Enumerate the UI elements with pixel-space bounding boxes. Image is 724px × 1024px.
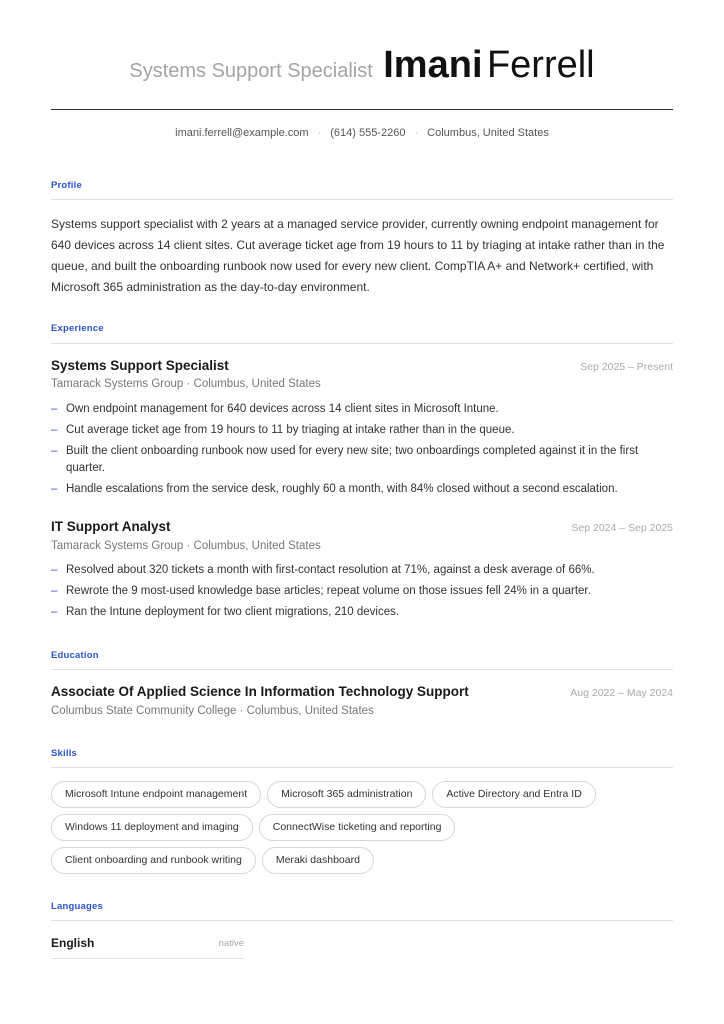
education-dates: Aug 2022 – May 2024 — [570, 687, 673, 699]
bullet-dash: – — [51, 445, 58, 457]
header-last-name: Ferrell — [486, 44, 595, 86]
header-role: Systems Support Specialist — [129, 60, 373, 82]
contact-line — [51, 127, 673, 139]
skill-chip: Client onboarding and runbook writing — [51, 847, 256, 874]
language-name: English — [51, 936, 95, 950]
contact-location: Columbus, United States — [427, 127, 549, 139]
contact-separator: · — [414, 127, 419, 139]
job-dates: Sep 2025 – Present — [580, 361, 673, 373]
section-divider — [51, 343, 673, 344]
bullet-text: Rewrote the 9 most-used knowledge base articles; repeat volume on those issues fell 24% in a quarter. — [66, 585, 591, 597]
list-item — [51, 422, 673, 439]
header-first-name: Imani — [383, 44, 483, 86]
list-item — [51, 481, 673, 498]
bullet-text: Ran the Intune deployment for two client migrations, 210 devices. — [66, 606, 400, 618]
job-bullets — [51, 562, 673, 625]
skill-chip: ConnectWise ticketing and reporting — [259, 814, 456, 841]
job-organization: Tamarack Systems Group · Columbus, United States — [51, 378, 321, 390]
job-title: Systems Support Specialist — [51, 358, 229, 373]
resume-header — [51, 44, 673, 87]
list-item — [51, 443, 673, 477]
skill-row — [51, 847, 673, 874]
bullet-dash: – — [51, 403, 58, 415]
skill-chip: Active Directory and Entra ID — [432, 781, 595, 808]
education-school: Columbus State Community College · Columbus, United States — [51, 705, 374, 717]
section-title-skills: Skills — [51, 748, 78, 759]
education-degree: Associate Of Applied Science In Information Technology Support — [51, 684, 469, 699]
list-item — [51, 583, 673, 600]
language-level: native — [218, 938, 244, 949]
contact-separator: · — [317, 127, 322, 139]
skill-chip: Microsoft Intune endpoint management — [51, 781, 261, 808]
skill-row — [51, 781, 673, 808]
section-title-experience: Experience — [51, 323, 104, 334]
section-title-languages: Languages — [51, 901, 103, 912]
skills-list — [51, 781, 673, 880]
bullet-dash: – — [51, 585, 58, 597]
bullet-dash: – — [51, 424, 58, 436]
contact-phone[interactable]: (614) 555-2260 — [330, 127, 406, 139]
header-divider — [51, 109, 673, 110]
list-item — [51, 401, 673, 418]
section-divider — [51, 669, 673, 670]
job-title: IT Support Analyst — [51, 519, 171, 534]
skill-row — [51, 814, 673, 841]
section-divider — [51, 199, 673, 200]
bullet-text: Resolved about 320 tickets a month with first-contact resolution at 71%, against a desk average of 66%. — [66, 564, 595, 576]
language-divider — [51, 958, 244, 959]
list-item — [51, 562, 673, 579]
bullet-text: Built the client onboarding runbook now used for every new site; two onboardings completed against it in the first quarter. — [66, 445, 639, 474]
section-title-profile: Profile — [51, 180, 82, 191]
job-bullets — [51, 401, 673, 502]
section-divider — [51, 920, 673, 921]
bullet-dash: – — [51, 483, 58, 495]
list-item — [51, 604, 673, 621]
bullet-text: Handle escalations from the service desk, roughly 60 a month, with 84% closed without a second escalation. — [66, 483, 618, 495]
skill-chip: Meraki dashboard — [262, 847, 374, 874]
bullet-text: Cut average ticket age from 19 hours to 11 by triaging at intake rather than in the queue. — [66, 424, 515, 436]
bullet-text: Own endpoint management for 640 devices across 14 client sites in Microsoft Intune. — [66, 403, 499, 415]
profile-summary: Systems support specialist with 2 years at a managed service provider, currently owning endpoint management for 640 devices across 14 client sites. Cut average ticket age from 19 hours to 11 by triaging at intake rather than in the queue, and built the onboarding runbook now used for every new client. CompTIA A+ and Network+ certified, with Microsoft 365 administration as the day-to-day environment. — [51, 217, 665, 294]
job-dates: Sep 2024 – Sep 2025 — [571, 522, 673, 534]
contact-email[interactable]: imani.ferrell@example.com — [175, 127, 309, 139]
bullet-dash: – — [51, 564, 58, 576]
section-divider — [51, 767, 673, 768]
bullet-dash: – — [51, 606, 58, 618]
job-organization: Tamarack Systems Group · Columbus, United States — [51, 540, 321, 552]
skill-chip: Windows 11 deployment and imaging — [51, 814, 253, 841]
skill-chip: Microsoft 365 administration — [267, 781, 426, 808]
section-title-education: Education — [51, 650, 99, 661]
